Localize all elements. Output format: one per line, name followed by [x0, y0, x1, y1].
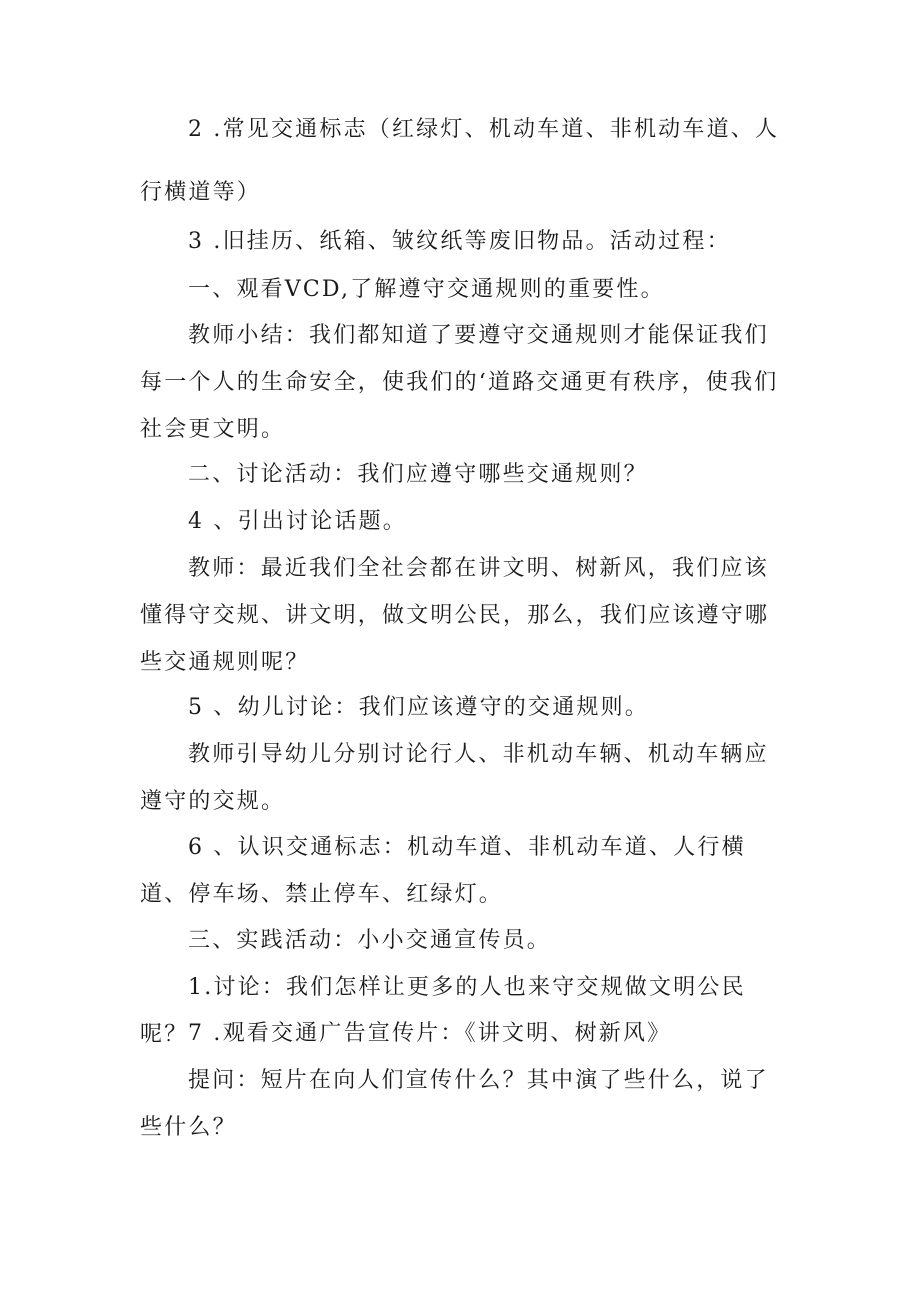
- paragraph-teacher-summary: 教师小结：我们都知道了要遵守交通规则才能保证我们每一个人的生命安全，使我们的‘道路交通更有秩序，使我们社会更文明。: [140, 323, 779, 442]
- paragraph-teacher-question: 教师：最近我们全社会都在讲文明、树新风，我们应该懂得守交规、讲文明，做文明公民，那么，我们应该遵守哪些交通规则呢？: [140, 556, 770, 675]
- paragraph-section-three: 三、实践活动：小小交通宣传员。: [188, 928, 552, 953]
- paragraph-section-one: 一、观看VCD,了解遵守交通规则的重要性。: [188, 277, 665, 302]
- paragraph-materials-waste: 3 .旧挂历、纸箱、皱纹纸等废旧物品。活动过程：: [188, 229, 731, 254]
- paragraph-step-7: 7 .观看交通广告宣传片：《讲文明、树新风》: [188, 1021, 672, 1046]
- paragraph-materials-signs: 2 .常见交通标志（红绿灯、机动车道、非机动车道、人行横道等）: [140, 117, 780, 205]
- paragraph-teacher-guide: 教师引导幼儿分别讨论行人、非机动车辆、机动车辆应遵守的交规。: [140, 742, 769, 814]
- paragraph-question: 提问：短片在向人们宣传什么？其中演了些什么，说了些什么？: [140, 1068, 769, 1140]
- paragraph-step-4: 4 、引出讨论话题。: [188, 509, 407, 534]
- paragraph-step-5: 5 、幼儿讨论：我们应该遵守的交通规则。: [188, 695, 649, 720]
- paragraph-section-two: 二、讨论活动：我们应遵守哪些交通规则？: [188, 462, 648, 487]
- paragraph-step-6: 6 、认识交通标志：机动车道、非机动车道、人行横道、停车场、禁止停车、红绿灯。: [140, 835, 746, 907]
- paragraph-discussion-1: 1.讨论：我们怎样让更多的人也来守交规做文明公民呢？: [140, 975, 746, 1047]
